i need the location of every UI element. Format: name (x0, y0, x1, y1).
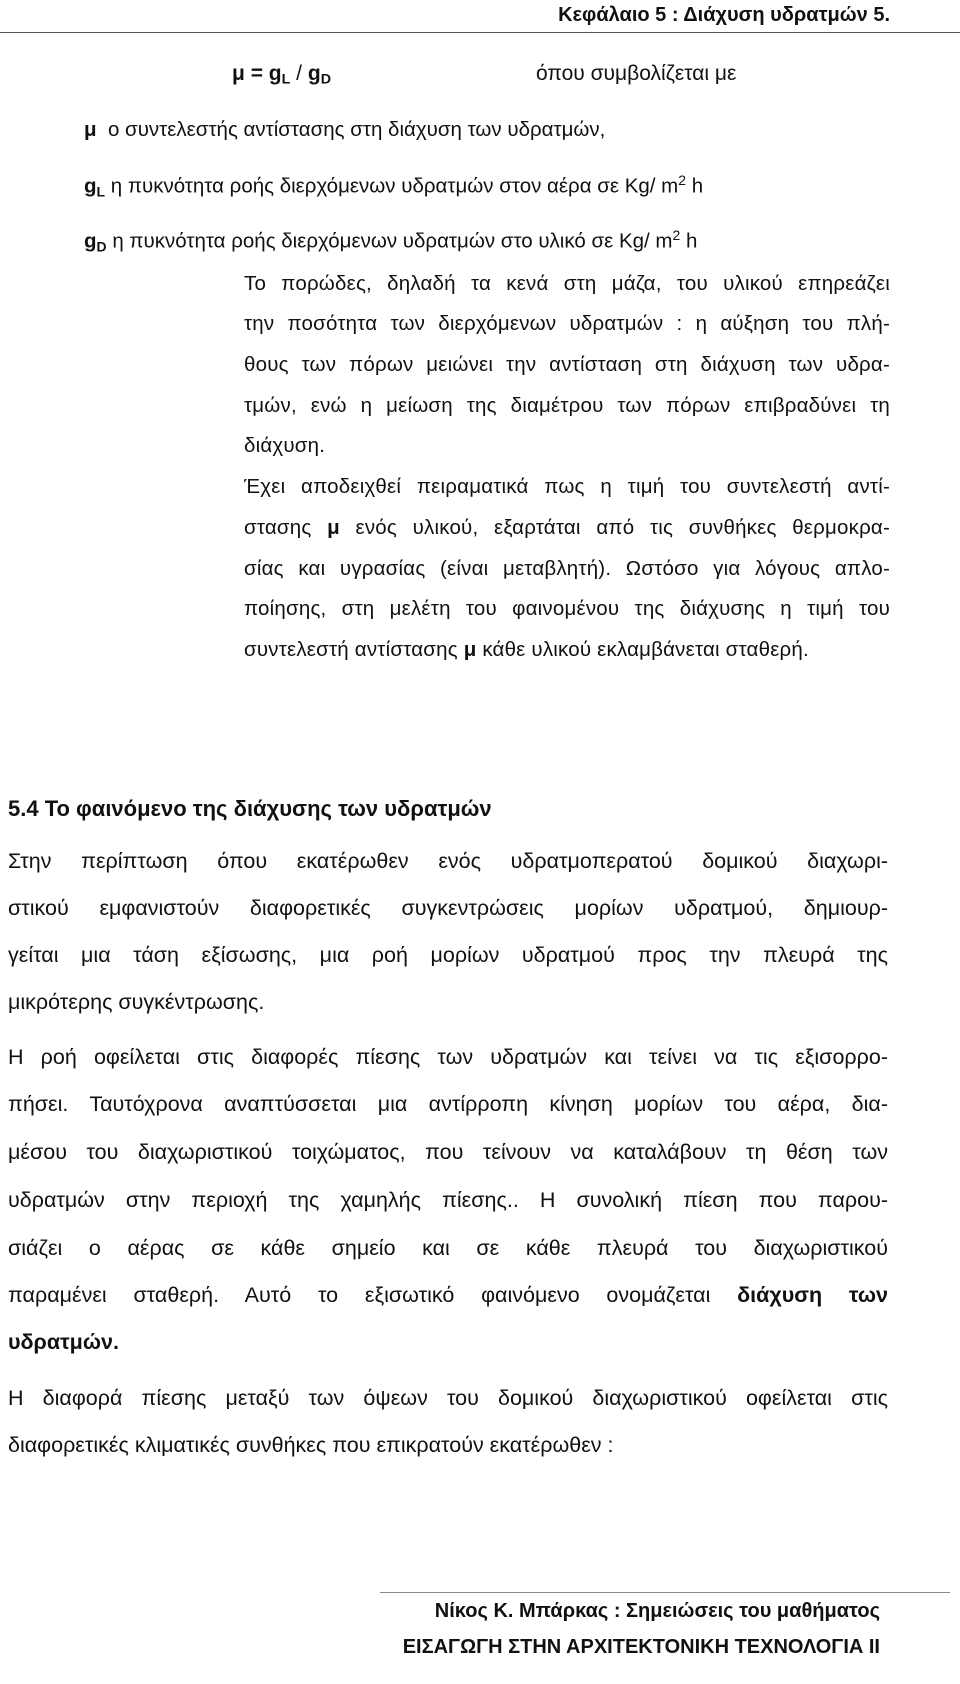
definition-mu-text: ο συντελεστής αντίστασης στη διάχυση των υδρατμών, (107, 118, 606, 141)
indented-p1-line-1: Το πορώδες, δηλαδή τα κενά στη μάζα, του υλικού επηρεάζει (244, 272, 890, 295)
indented-p1-line-5: διάχυση. (244, 434, 326, 457)
p2-line5-post: κάθε υλικού εκλαμβάνεται σταθερή. (476, 638, 809, 661)
indented-p1-line-4: τμών, ενώ η μείωση της διαμέτρου των πόρων επιβραδύνει τη (244, 394, 890, 417)
indented-p2-line-2 (244, 516, 890, 540)
section-p1-line-3: γείται μια τάση εξίσωσης, μια ροή μορίων υδρατμού προς την πλευρά της (8, 943, 888, 967)
formula-slash: / (290, 62, 308, 85)
formula-mu: μ (232, 62, 245, 85)
p2-line2-mu: μ (327, 516, 340, 539)
section-p2-line-6 (8, 1283, 888, 1308)
definition-gd-sup: 2 (672, 227, 681, 243)
footer-rule (380, 1592, 950, 1593)
indented-p1-line-2: την ποσότητα των διερχόμενων υδρατμών : η αύξηση του πλή- (244, 312, 890, 335)
formula (232, 62, 331, 88)
formula-gl-sub: L (281, 71, 291, 88)
formula-gl: g (268, 62, 282, 85)
p2-last-bold: διάχυση των (737, 1283, 888, 1307)
definition-mu (84, 118, 605, 142)
definition-gd-symbol: g (84, 229, 97, 253)
section-p3-line-2: διαφορετικές κλιματικές συνθήκες που επικρατούν εκατέρωθεν : (8, 1433, 614, 1457)
definition-gl (84, 172, 703, 199)
section-title: 5.4 Το φαινόμενο της διάχυσης των υδρατμών (8, 796, 492, 821)
section-p2-line-1: Η ροή οφείλεται στις διαφορές πίεσης των υδρατμών και τείνει να τις εξισορρο- (8, 1045, 888, 1069)
section-p2-line-2: πήσει. Ταυτόχρονα αναπτύσσεται μια αντίρροπη κίνηση μορίων του αέρα, δια- (8, 1092, 888, 1116)
definition-mu-symbol: μ (84, 118, 97, 141)
formula-gd: g (307, 62, 321, 85)
definition-gl-symbol: g (84, 174, 97, 198)
section-p2-line-5: σιάζει ο αέρας σε κάθε σημείο και σε κάθε πλευρά του διαχωριστικού (8, 1236, 888, 1260)
definition-gl-text: η πυκνότητα ροής διερχόμενων υδρατμών στον αέρα σε Kg/ m (110, 174, 679, 198)
indented-p2-line-4: ποίησης, στη μελέτη του φαινομένου της διάχυσης η τιμή του (244, 597, 890, 620)
section-p2-line-7: υδρατμών. (8, 1330, 119, 1354)
p2-line2-pre: στασης (244, 516, 328, 539)
section-p3-line-1: Η διαφορά πίεσης μεταξύ των όψεων του δομικού διαχωριστικού οφείλεται στις (8, 1386, 888, 1410)
definition-gd (84, 227, 697, 254)
definition-gd-sub: D (96, 238, 107, 255)
formula-note: όπου συμβολίζεται με (536, 62, 737, 85)
definition-gd-text: η πυκνότητα ροής διερχόμενων υδρατμών στο υλικό σε Kg/ m (112, 229, 673, 253)
definition-gl-sub: L (96, 183, 106, 200)
definition-gl-sup: 2 (678, 172, 687, 188)
section-p1-line-2: στικού εμφανιστούν διαφορετικές συγκεντρώσεις μορίων υδρατμού, δημιουρ- (8, 896, 888, 920)
p2-last-pre: παραμένει σταθερή. Αυτό το εξισωτικό φαινόμενο ονομάζεται (8, 1283, 738, 1307)
indented-p2-line-1: Έχει αποδειχθεί πειραματικά πως η τιμή του συντελεστή αντί- (244, 475, 890, 498)
p2-line5-pre: συντελεστή αντίστασης (244, 638, 464, 661)
footer-author: Νίκος Κ. Μπάρκας : Σημειώσεις του μαθήματος (434, 1600, 880, 1622)
p2-line2-post: ενός υλικού, εξαρτάται από τις συνθήκες θερμοκρα- (339, 516, 891, 539)
indented-p1-line-3: θους των πόρων μειώνει την αντίσταση στη διάχυση των υδρα- (244, 353, 890, 376)
header-rule (0, 32, 960, 33)
definition-gl-unit: h (686, 174, 704, 198)
formula-gd-sub: D (320, 71, 331, 88)
indented-p2-line-3: σίας και υγρασίας (είναι μεταβλητή). Ωστόσο για λόγους απλο- (244, 557, 890, 580)
section-p2-line-4: υδρατμών στην περιοχή της χαμηλής πίεσης.. Η συνολική πίεση που παρου- (8, 1188, 888, 1212)
section-p2-line-3: μέσου του διαχωριστικού τοιχώματος, που τείνουν να καταλάβουν τη θέση των (8, 1140, 888, 1164)
chapter-header: Κεφάλαιο 5 : Διάχυση υδρατμών 5. (558, 4, 890, 26)
indented-p2-line-5 (244, 638, 809, 662)
p2-line5-mu: μ (463, 638, 477, 661)
footer-course: ΕΙΣΑΓΩΓΗ ΣΤΗΝ ΑΡΧΙΤΕΚΤΟΝΙΚΗ ΤΕΧΝΟΛΟΓΙΑ ΙΙ (402, 1636, 880, 1658)
section-p1-line-4: μικρότερης συγκέντρωσης. (8, 990, 265, 1014)
formula-equals: = (244, 62, 269, 85)
section-p1-line-1: Στην περίπτωση όπου εκατέρωθεν ενός υδρατμοπερατού δομικού διαχωρι- (8, 849, 888, 873)
definition-gd-unit: h (680, 229, 698, 253)
